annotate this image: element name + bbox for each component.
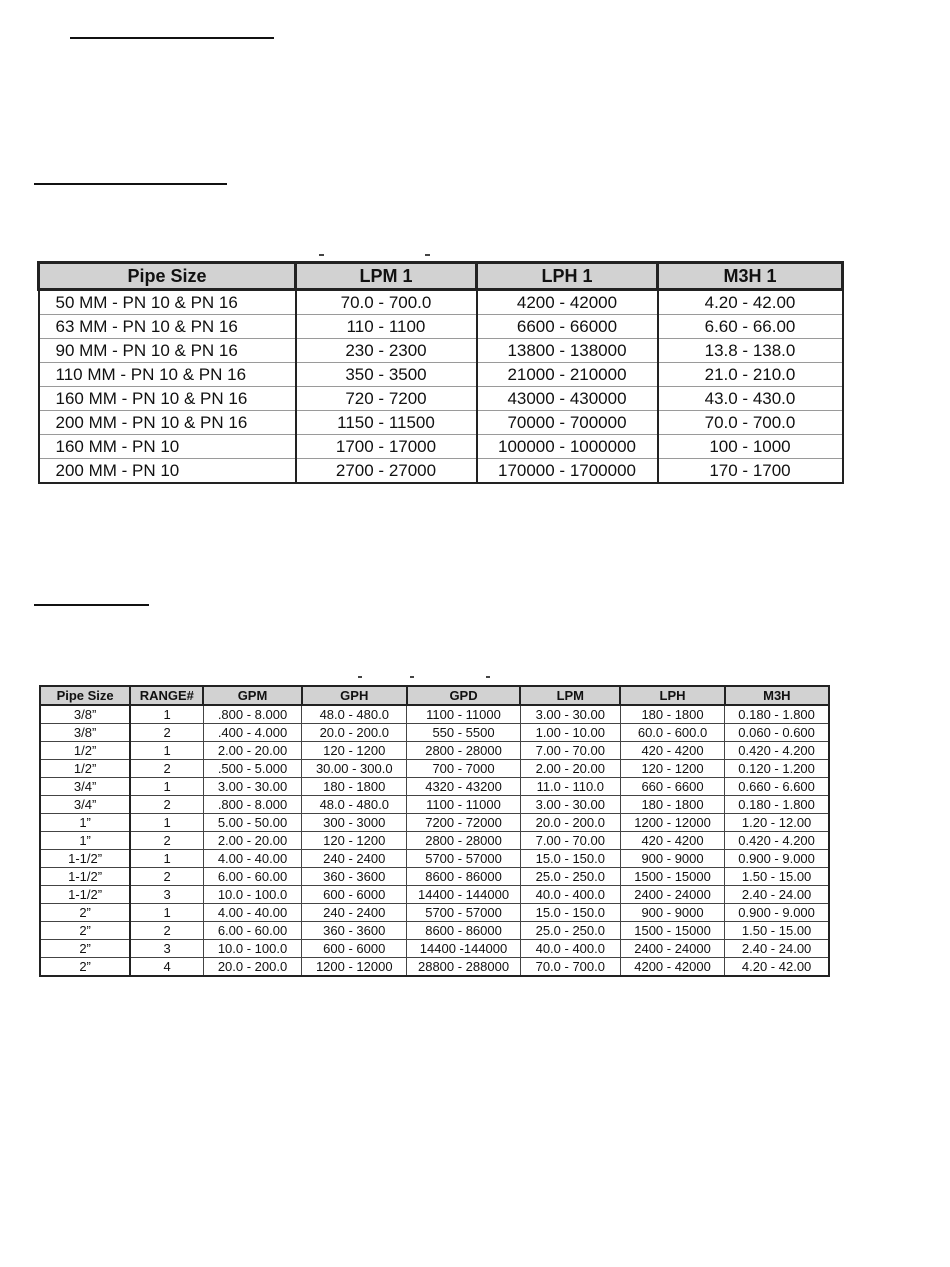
gpm-cell: 6.00 - 60.00: [203, 922, 301, 940]
m3h-cell: 4.20 - 42.00: [658, 290, 843, 315]
header-range: RANGE#: [130, 686, 203, 705]
pipe-size-cell: 2”: [40, 940, 130, 958]
pipe-size-cell: 200 MM - PN 10: [39, 459, 296, 484]
lpm-cell: 1700 - 17000: [296, 435, 477, 459]
gph-cell: 48.0 - 480.0: [302, 796, 407, 814]
table-row: [40, 886, 829, 904]
lpm-cell: 720 - 7200: [296, 387, 477, 411]
m3h-cell: 43.0 - 430.0: [658, 387, 843, 411]
gpd-cell: 2800 - 28000: [407, 742, 520, 760]
m3h-cell: 1.20 - 12.00: [725, 814, 829, 832]
lph-cell: 21000 - 210000: [477, 363, 658, 387]
gpd-cell: 7200 - 72000: [407, 814, 520, 832]
table-row: [39, 435, 843, 459]
pipe-size-cell: 160 MM - PN 10 & PN 16: [39, 387, 296, 411]
lpm-cell: 25.0 - 250.0: [520, 922, 620, 940]
lpm-cell: 110 - 1100: [296, 315, 477, 339]
pipe-size-cell: 3/4”: [40, 796, 130, 814]
gpd-cell: 14400 -144000: [407, 940, 520, 958]
range-cell: 2: [130, 832, 203, 850]
pipe-size-cell: 160 MM - PN 10: [39, 435, 296, 459]
pipe-size-cell: 3/8”: [40, 705, 130, 724]
table-row: [40, 814, 829, 832]
header-m3h: M3H: [725, 686, 829, 705]
lph-cell: 2400 - 24000: [620, 940, 724, 958]
gpd-cell: 8600 - 86000: [407, 868, 520, 886]
header-gpd: GPD: [407, 686, 520, 705]
table-row: [40, 742, 829, 760]
gph-cell: 1200 - 12000: [302, 958, 407, 977]
gpm-cell: 10.0 - 100.0: [203, 940, 301, 958]
pipe-size-cell: 1-1/2”: [40, 850, 130, 868]
pipe-size-cell: 110 MM - PN 10 & PN 16: [39, 363, 296, 387]
gpd-cell: 700 - 7000: [407, 760, 520, 778]
lph-cell: 1500 - 15000: [620, 922, 724, 940]
m3h-cell: 1.50 - 15.00: [725, 922, 829, 940]
range-cell: 2: [130, 724, 203, 742]
lpm-cell: 230 - 2300: [296, 339, 477, 363]
pipe-size-cell: 2”: [40, 958, 130, 977]
range-cell: 2: [130, 922, 203, 940]
range-cell: 1: [130, 814, 203, 832]
gph-cell: 360 - 3600: [302, 922, 407, 940]
gph-cell: 48.0 - 480.0: [302, 705, 407, 724]
header-lpm: LPM: [520, 686, 620, 705]
lpm-cell: 2.00 - 20.00: [520, 760, 620, 778]
lph-cell: 180 - 1800: [620, 796, 724, 814]
m3h-cell: 100 - 1000: [658, 435, 843, 459]
lph-cell: 60.0 - 600.0: [620, 724, 724, 742]
lpm-cell: 15.0 - 150.0: [520, 904, 620, 922]
lph-cell: 900 - 9000: [620, 850, 724, 868]
gpd-cell: 8600 - 86000: [407, 922, 520, 940]
table-row: [39, 363, 843, 387]
gpm-cell: 2.00 - 20.00: [203, 742, 301, 760]
gpm-cell: 4.00 - 40.00: [203, 904, 301, 922]
lpm-cell: 7.00 - 70.00: [520, 742, 620, 760]
gph-cell: 240 - 2400: [302, 904, 407, 922]
table-row: [40, 850, 829, 868]
gpm-cell: 6.00 - 60.00: [203, 868, 301, 886]
table-row: [40, 904, 829, 922]
m3h-cell: 0.420 - 4.200: [725, 832, 829, 850]
gpd-cell: 2800 - 28000: [407, 832, 520, 850]
m3h-cell: 0.900 - 9.000: [725, 850, 829, 868]
gph-cell: 30.00 - 300.0: [302, 760, 407, 778]
table-row: [40, 868, 829, 886]
pipe-size-cell: 1”: [40, 832, 130, 850]
lpm-cell: 15.0 - 150.0: [520, 850, 620, 868]
lph-cell: 1200 - 12000: [620, 814, 724, 832]
gpd-cell: 1100 - 11000: [407, 705, 520, 724]
lph-cell: 4200 - 42000: [620, 958, 724, 977]
lpm-cell: 40.0 - 400.0: [520, 940, 620, 958]
gph-cell: 180 - 1800: [302, 778, 407, 796]
table-row: [40, 760, 829, 778]
gpd-cell: 5700 - 57000: [407, 850, 520, 868]
m3h-cell: 0.420 - 4.200: [725, 742, 829, 760]
range-cell: 3: [130, 940, 203, 958]
header-pipe-size: Pipe Size: [39, 263, 296, 290]
lpm-cell: 3.00 - 30.00: [520, 705, 620, 724]
lph-cell: 660 - 6600: [620, 778, 724, 796]
gpd-cell: 5700 - 57000: [407, 904, 520, 922]
table-header-row: [40, 686, 829, 705]
table-row: [40, 778, 829, 796]
heading-underline-3: [34, 604, 149, 606]
heading-underline-2: [34, 183, 227, 185]
pipe-size-cell: 2”: [40, 922, 130, 940]
table-row: [40, 705, 829, 724]
pipe-size-cell: 1”: [40, 814, 130, 832]
lpm-cell: 1150 - 11500: [296, 411, 477, 435]
gpm-cell: 3.00 - 30.00: [203, 778, 301, 796]
gpd-cell: 14400 - 144000: [407, 886, 520, 904]
gpm-cell: .800 - 8.000: [203, 705, 301, 724]
gpd-cell: 4320 - 43200: [407, 778, 520, 796]
m3h-cell: 70.0 - 700.0: [658, 411, 843, 435]
caption-fragment-mark: [358, 676, 362, 682]
header-lpm: LPM 1: [296, 263, 477, 290]
range-cell: 3: [130, 886, 203, 904]
header-lph: LPH: [620, 686, 724, 705]
caption-fragment-mark: [410, 676, 414, 682]
lph-cell: 4200 - 42000: [477, 290, 658, 315]
gpm-cell: 20.0 - 200.0: [203, 958, 301, 977]
gph-cell: 360 - 3600: [302, 868, 407, 886]
lph-cell: 100000 - 1000000: [477, 435, 658, 459]
pipe-size-cell: 1-1/2”: [40, 886, 130, 904]
caption-fragment-mark: [486, 676, 490, 682]
pipe-size-cell: 3/4”: [40, 778, 130, 796]
lph-cell: 6600 - 66000: [477, 315, 658, 339]
caption-fragment-mark: [425, 254, 430, 260]
gpm-cell: .400 - 4.000: [203, 724, 301, 742]
pipe-size-cell: 1/2”: [40, 742, 130, 760]
lpm-cell: 7.00 - 70.00: [520, 832, 620, 850]
range-cell: 1: [130, 705, 203, 724]
lph-cell: 70000 - 700000: [477, 411, 658, 435]
header-gph: GPH: [302, 686, 407, 705]
range-cell: 2: [130, 796, 203, 814]
lpm-cell: 20.0 - 200.0: [520, 814, 620, 832]
pipe-size-cell: 63 MM - PN 10 & PN 16: [39, 315, 296, 339]
caption-fragment-mark: [319, 254, 324, 260]
lpm-cell: 350 - 3500: [296, 363, 477, 387]
pipe-size-cell: 50 MM - PN 10 & PN 16: [39, 290, 296, 315]
gpm-cell: .500 - 5.000: [203, 760, 301, 778]
gpd-cell: 550 - 5500: [407, 724, 520, 742]
lpm-cell: 2700 - 27000: [296, 459, 477, 484]
m3h-cell: 6.60 - 66.00: [658, 315, 843, 339]
lph-cell: 900 - 9000: [620, 904, 724, 922]
pipe-size-cell: 2”: [40, 904, 130, 922]
m3h-cell: 2.40 - 24.00: [725, 886, 829, 904]
table-row: [40, 940, 829, 958]
pipe-size-cell: 1-1/2”: [40, 868, 130, 886]
lpm-cell: 25.0 - 250.0: [520, 868, 620, 886]
lph-cell: 420 - 4200: [620, 832, 724, 850]
range-cell: 1: [130, 904, 203, 922]
pipe-size-cell: 3/8”: [40, 724, 130, 742]
table-row: [40, 724, 829, 742]
table-row: [40, 796, 829, 814]
lpm-cell: 3.00 - 30.00: [520, 796, 620, 814]
flow-range-table-small-pipes: [39, 685, 830, 977]
table-row: [39, 387, 843, 411]
m3h-cell: 0.180 - 1.800: [725, 796, 829, 814]
m3h-cell: 1.50 - 15.00: [725, 868, 829, 886]
table-row: [39, 411, 843, 435]
lph-cell: 13800 - 138000: [477, 339, 658, 363]
header-pipe-size: Pipe Size: [40, 686, 130, 705]
lph-cell: 120 - 1200: [620, 760, 724, 778]
table-row: [39, 459, 843, 484]
gph-cell: 20.0 - 200.0: [302, 724, 407, 742]
gph-cell: 120 - 1200: [302, 742, 407, 760]
pipe-size-cell: 200 MM - PN 10 & PN 16: [39, 411, 296, 435]
header-lph: LPH 1: [477, 263, 658, 290]
pipe-size-cell: 1/2”: [40, 760, 130, 778]
lph-cell: 1500 - 15000: [620, 868, 724, 886]
pipe-size-cell: 90 MM - PN 10 & PN 16: [39, 339, 296, 363]
lph-cell: 170000 - 1700000: [477, 459, 658, 484]
range-cell: 2: [130, 760, 203, 778]
gpm-cell: 10.0 - 100.0: [203, 886, 301, 904]
gph-cell: 300 - 3000: [302, 814, 407, 832]
gph-cell: 240 - 2400: [302, 850, 407, 868]
header-gpm: GPM: [203, 686, 301, 705]
table-row: [40, 958, 829, 977]
lpm-cell: 70.0 - 700.0: [520, 958, 620, 977]
range-cell: 2: [130, 868, 203, 886]
m3h-cell: 2.40 - 24.00: [725, 940, 829, 958]
lpm-cell: 70.0 - 700.0: [296, 290, 477, 315]
gph-cell: 600 - 6000: [302, 940, 407, 958]
gph-cell: 120 - 1200: [302, 832, 407, 850]
table-row: [39, 339, 843, 363]
gpd-cell: 28800 - 288000: [407, 958, 520, 977]
lpm-cell: 1.00 - 10.00: [520, 724, 620, 742]
gph-cell: 600 - 6000: [302, 886, 407, 904]
flow-range-table-large-pipes: [37, 261, 844, 484]
m3h-cell: 170 - 1700: [658, 459, 843, 484]
header-m3h: M3H 1: [658, 263, 843, 290]
lph-cell: 2400 - 24000: [620, 886, 724, 904]
table-row: [39, 290, 843, 315]
gpm-cell: 5.00 - 50.00: [203, 814, 301, 832]
table-row: [40, 832, 829, 850]
heading-underline-1: [70, 37, 274, 39]
m3h-cell: 21.0 - 210.0: [658, 363, 843, 387]
lph-cell: 43000 - 430000: [477, 387, 658, 411]
gpm-cell: 2.00 - 20.00: [203, 832, 301, 850]
table-row: [40, 922, 829, 940]
range-cell: 1: [130, 778, 203, 796]
table-row: [39, 315, 843, 339]
lph-cell: 180 - 1800: [620, 705, 724, 724]
range-cell: 4: [130, 958, 203, 977]
range-cell: 1: [130, 742, 203, 760]
lph-cell: 420 - 4200: [620, 742, 724, 760]
gpd-cell: 1100 - 11000: [407, 796, 520, 814]
m3h-cell: 0.180 - 1.800: [725, 705, 829, 724]
m3h-cell: 0.660 - 6.600: [725, 778, 829, 796]
gpm-cell: .800 - 8.000: [203, 796, 301, 814]
m3h-cell: 13.8 - 138.0: [658, 339, 843, 363]
lpm-cell: 11.0 - 110.0: [520, 778, 620, 796]
m3h-cell: 0.900 - 9.000: [725, 904, 829, 922]
gpm-cell: 4.00 - 40.00: [203, 850, 301, 868]
m3h-cell: 0.120 - 1.200: [725, 760, 829, 778]
m3h-cell: 0.060 - 0.600: [725, 724, 829, 742]
lpm-cell: 40.0 - 400.0: [520, 886, 620, 904]
range-cell: 1: [130, 850, 203, 868]
m3h-cell: 4.20 - 42.00: [725, 958, 829, 977]
table-header-row: [39, 263, 843, 290]
